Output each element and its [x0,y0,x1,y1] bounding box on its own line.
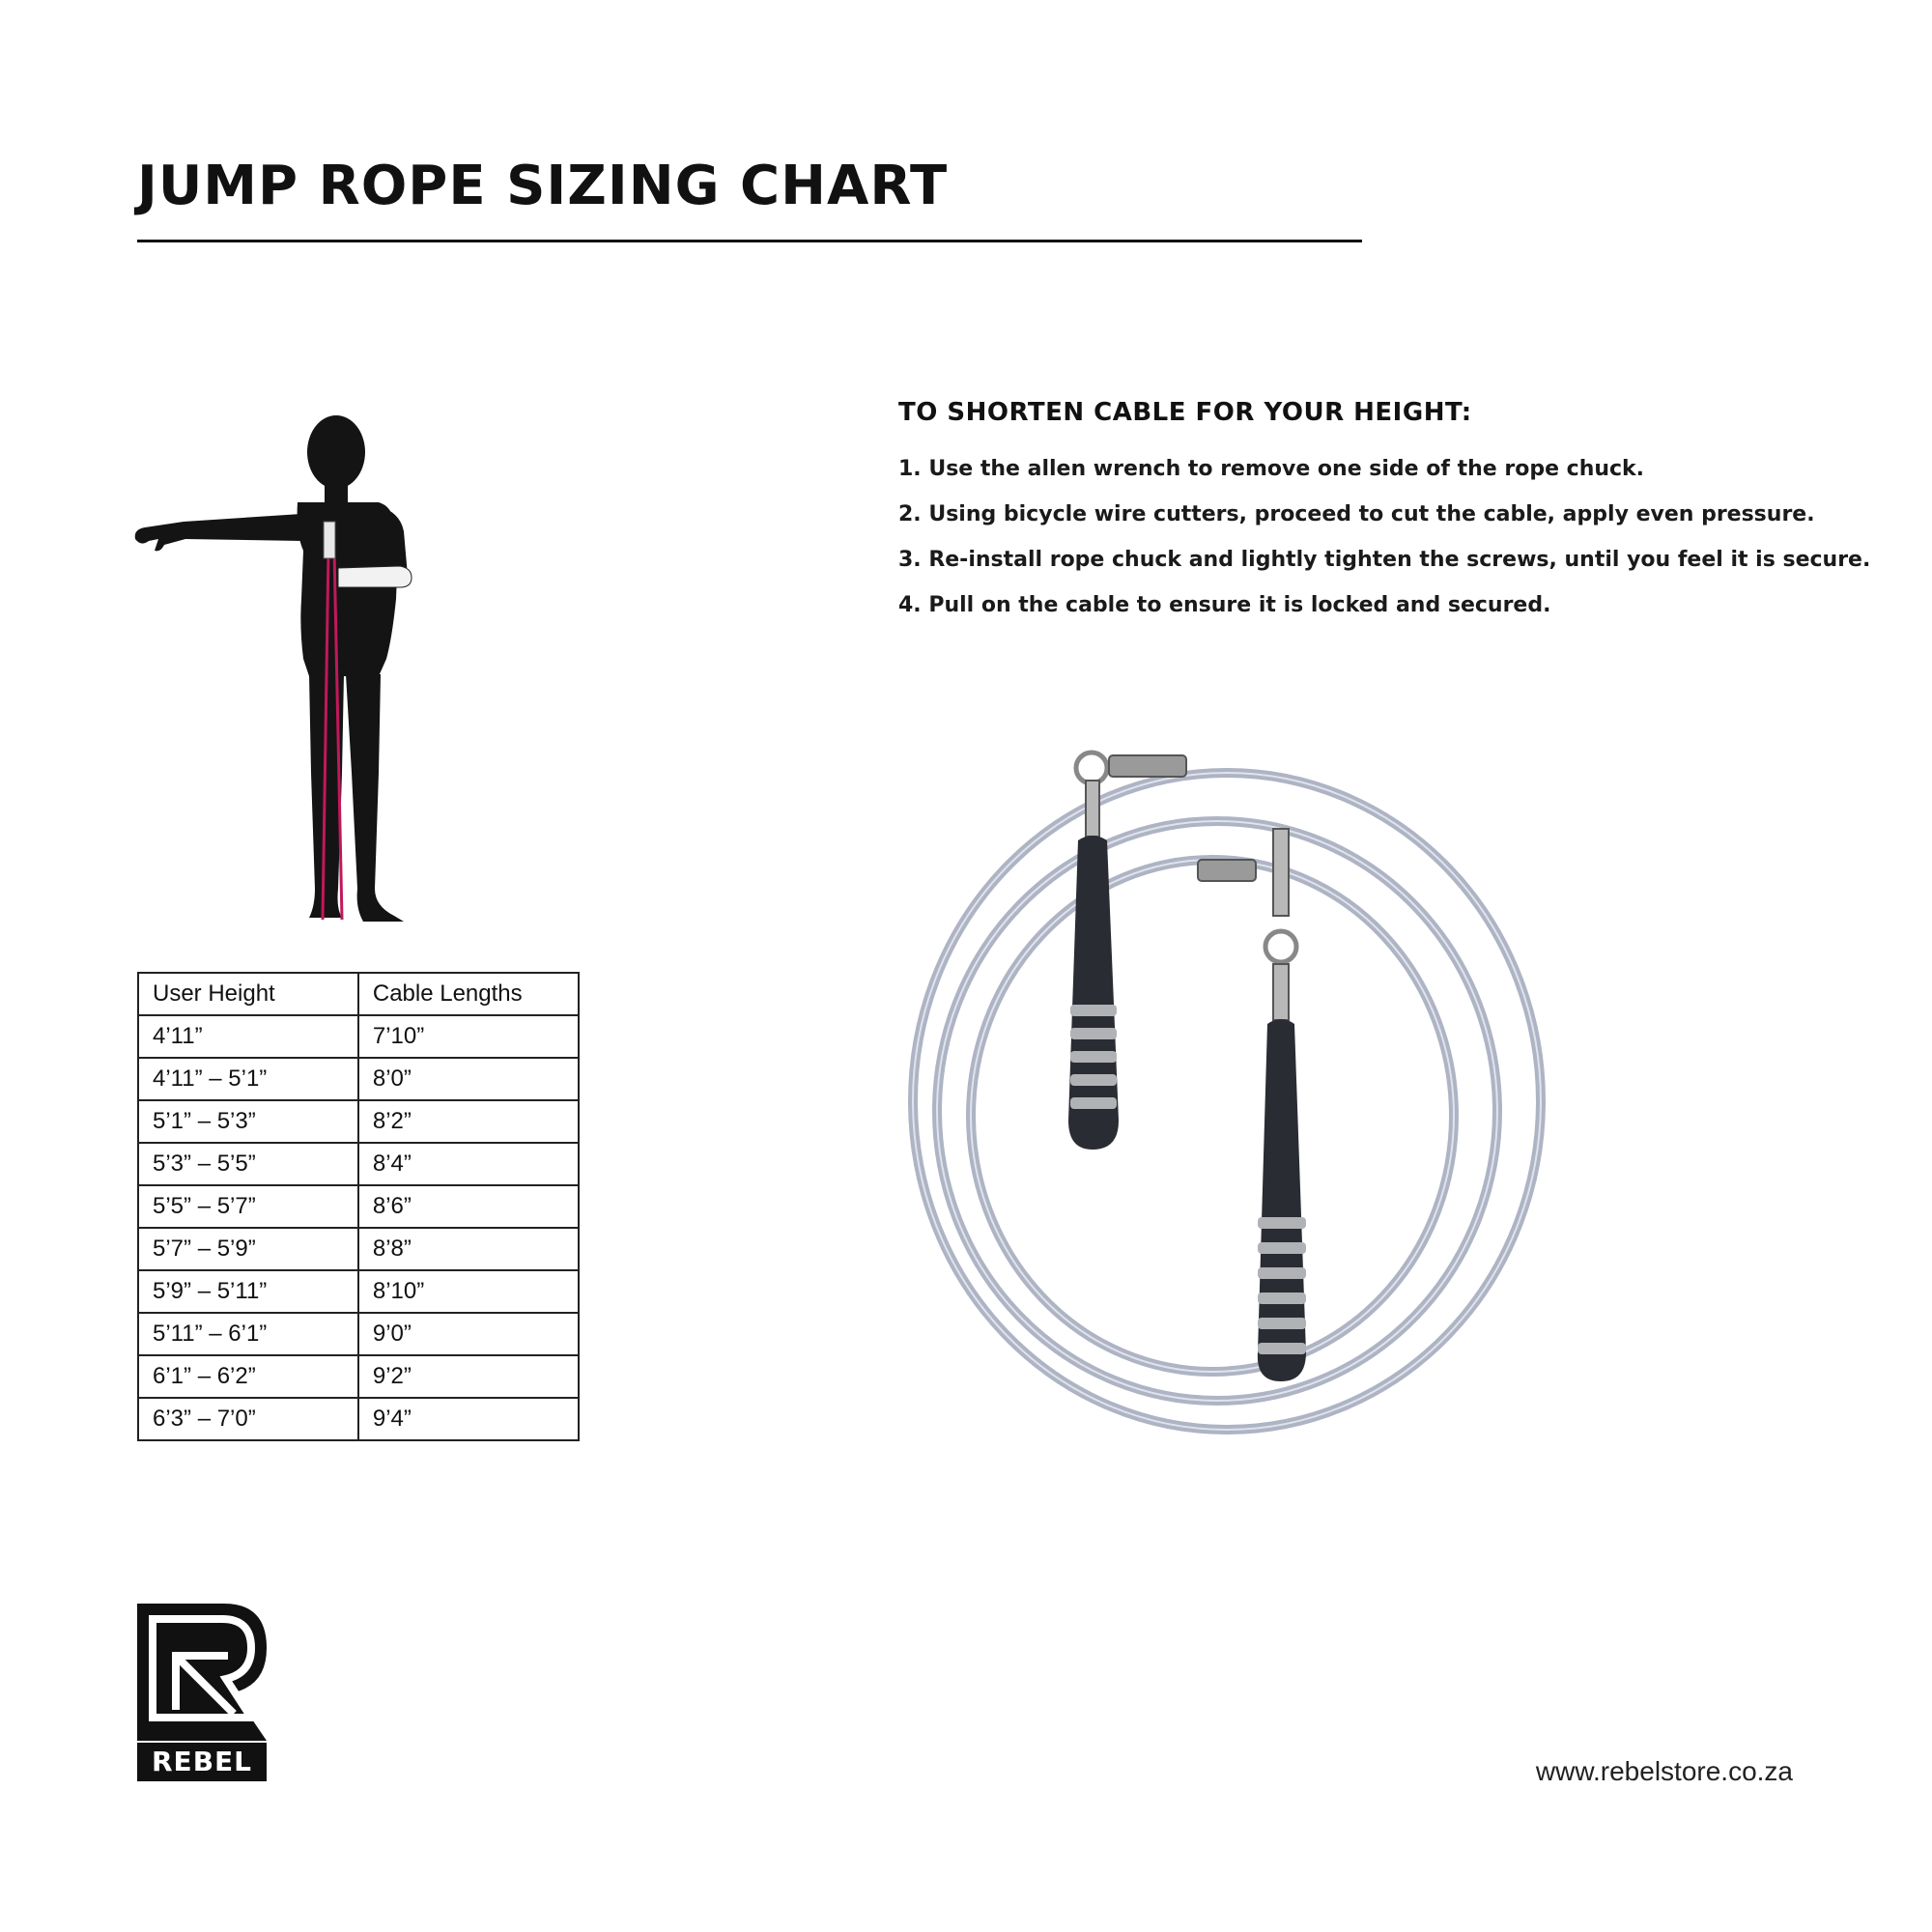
cable-length-cell: 8’8” [358,1228,579,1270]
page-title: JUMP ROPE SIZING CHART [137,155,949,217]
rebel-logo [137,1604,267,1781]
cable-length-cell: 7’10” [358,1015,579,1058]
rebel-wordmark: REBEL [137,1743,267,1781]
user-height-cell: 4’11” [138,1015,358,1058]
table-row [138,1015,579,1058]
sizing-table [137,972,580,1441]
column-header-cable-lengths: Cable Lengths [358,973,579,1015]
website-url: www.rebelstore.co.za [1535,1756,1793,1786]
table-row [138,1185,579,1228]
instruction-step: 4. Pull on the cable to ensure it is locked and secured. [898,593,1551,617]
table-row [138,1270,579,1313]
sizing-figure-illustration [126,406,454,937]
table-header-row [138,973,579,1015]
user-height-cell: 5’7” – 5’9” [138,1228,358,1270]
instructions-list [898,446,1913,628]
table-row [138,1143,579,1185]
user-height-cell: 5’1” – 5’3” [138,1100,358,1143]
cable-length-cell: 8’6” [358,1185,579,1228]
cable-length-cell: 8’4” [358,1143,579,1185]
cable-length-cell: 8’10” [358,1270,579,1313]
column-header-user-height: User Height [138,973,358,1015]
instruction-step: 3. Re-install rope chuck and lightly tighten the screws, until you feel it is secure. [898,548,1871,572]
rebel-r-logo-icon [137,1604,267,1741]
cable-length-cell: 8’2” [358,1100,579,1143]
user-height-cell: 5’3” – 5’5” [138,1143,358,1185]
shorten-cable-instructions [898,398,1913,628]
cable-length-cell: 8’0” [358,1058,579,1100]
title-divider [137,240,1362,242]
table-row [138,1398,579,1440]
jump-rope-product-image [889,734,1565,1507]
table-row [138,1313,579,1355]
cable-length-cell: 9’2” [358,1355,579,1398]
cable-length-cell: 9’4” [358,1398,579,1440]
table-row [138,1058,579,1100]
user-height-cell: 5’5” – 5’7” [138,1185,358,1228]
instruction-step: 2. Using bicycle wire cutters, proceed to cut the cable, apply even pressure. [898,502,1815,526]
user-height-cell: 4’11” – 5’1” [138,1058,358,1100]
user-height-cell: 6’1” – 6’2” [138,1355,358,1398]
table-row [138,1355,579,1398]
table-row [138,1100,579,1143]
instructions-heading: TO SHORTEN CABLE FOR YOUR HEIGHT: [898,398,1472,427]
user-height-cell: 5’9” – 5’11” [138,1270,358,1313]
user-height-cell: 6’3” – 7’0” [138,1398,358,1440]
cable-length-cell: 9’0” [358,1313,579,1355]
user-height-cell: 5’11” – 6’1” [138,1313,358,1355]
instruction-step: 1. Use the allen wrench to remove one side of the rope chuck. [898,457,1645,481]
table-row [138,1228,579,1270]
